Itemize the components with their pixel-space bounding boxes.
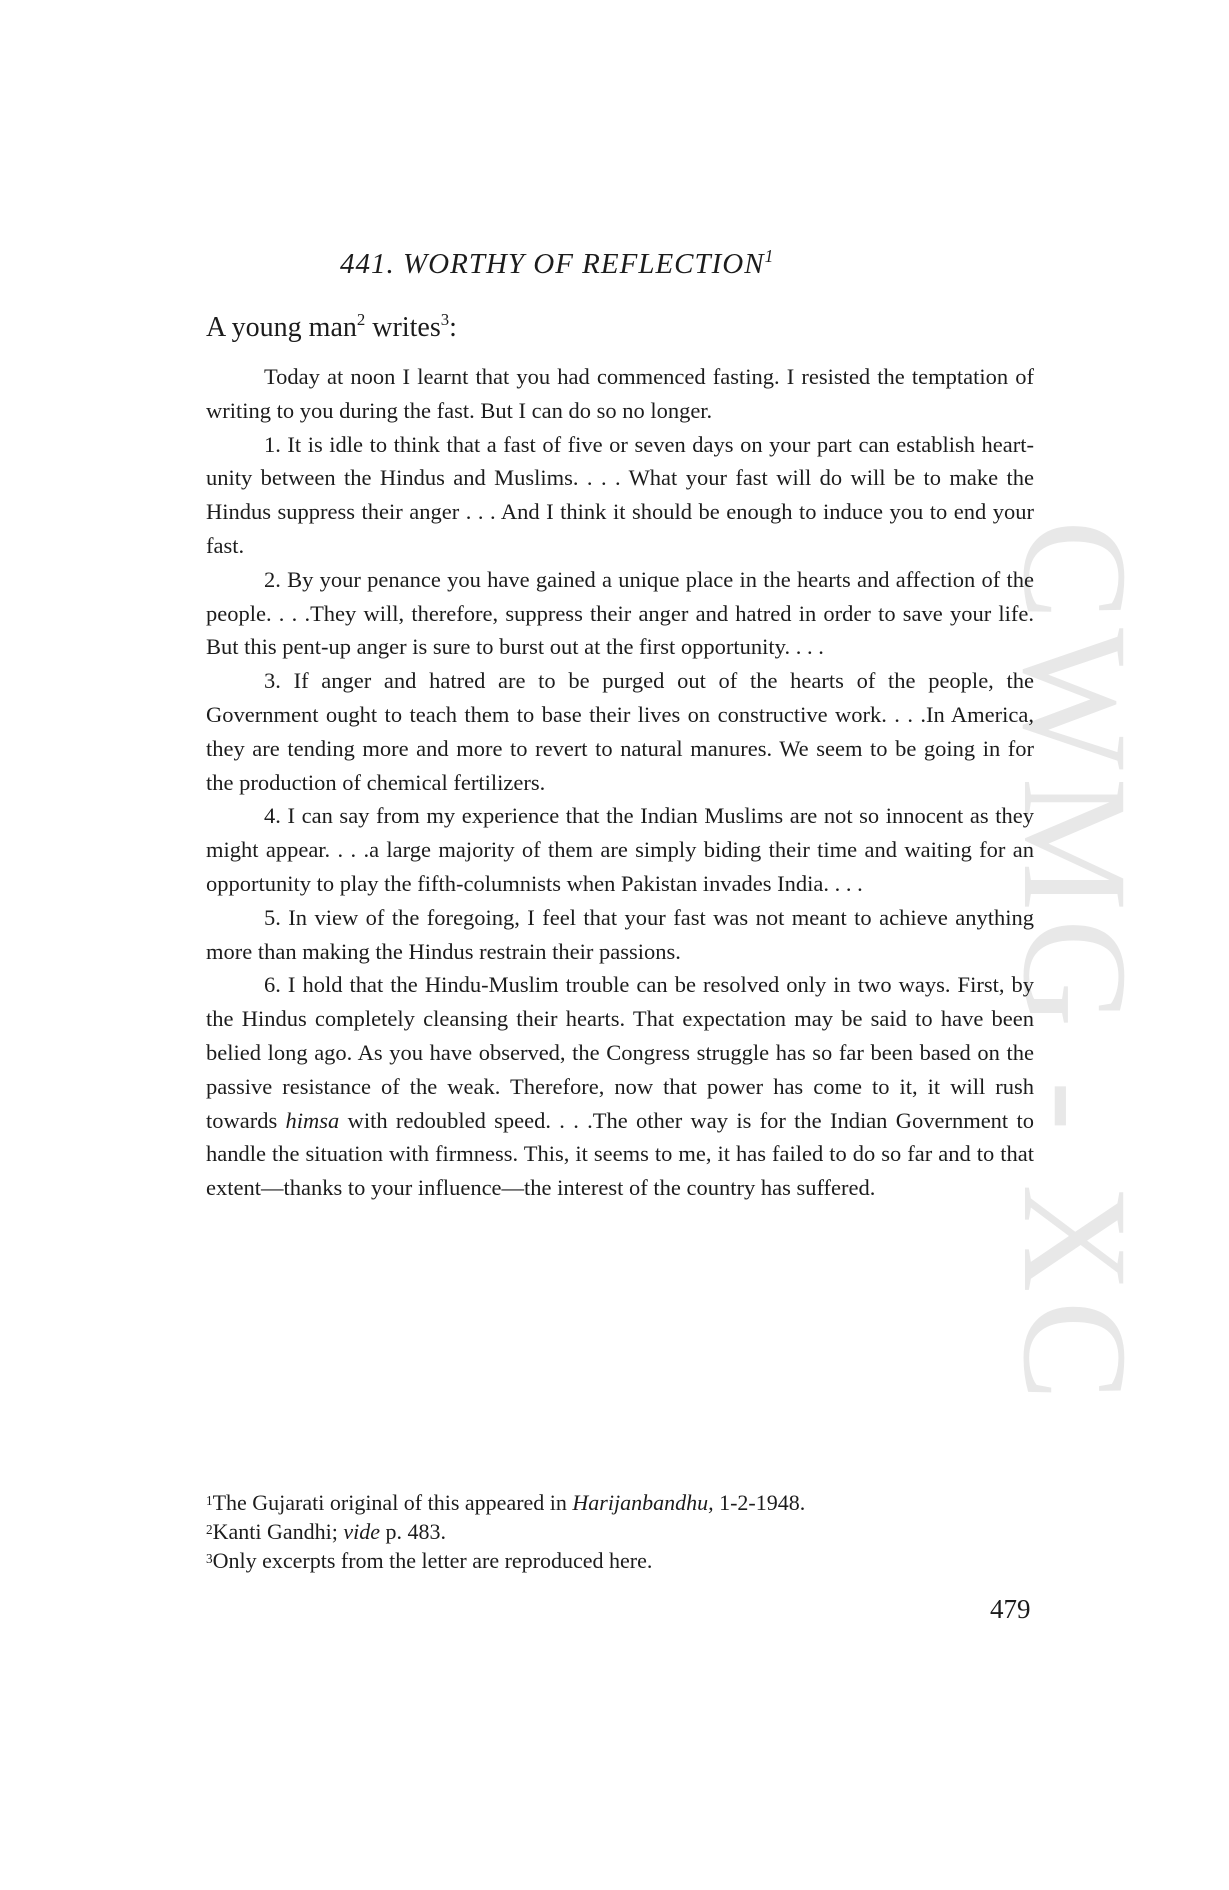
letter-paragraph-6 [206,968,1034,1205]
footnote-3 [206,1546,1034,1575]
footnote-number: 3 [206,1551,213,1566]
footnote-after: p. 483. [380,1519,447,1544]
letter-paragraph-opening: Today at noon I learnt that you had commenced fasting. I resisted the temptation of writing to you during the fast. But I can do so no longer. [206,364,1034,423]
footnote-ref-1: 1 [764,246,775,266]
intro-text-a: A young man [206,312,357,343]
letter-paragraph-5: 5. In view of the foregoing, I feel that your fast was not meant to achieve anything more than making the Hindus restrain their passions. [206,904,1034,964]
watermark: CWMG - XC [992,520,1158,1409]
letter-paragraph-2: 2. By your penance you have gained a unique place in the hearts and affection of the people. . . .They will, therefore, suppress their anger and hatred in order to save your life. But this pent-up anger is sure to burst out at the first opportunity. . . . [206,566,1034,660]
letter-paragraph-4: 4. I can say from my experience that the Indian Muslims are not so innocent as they might appear. . . .a large majority of them are simply biding their time and waiting for an opportunity to play the fifth-columnists when Pakistan invades India. . . . [206,803,1034,896]
footnote-2 [206,1517,1034,1546]
article-intro [206,312,457,344]
footnote-1 [206,1488,1034,1517]
footnote-text: Only excerpts from the letter are reproduced here. [212,1548,653,1573]
article-title-text: 441. WORTHY OF REFLECTION [340,248,765,280]
article-title [340,248,774,281]
footnote-ref-3: 3 [440,310,450,329]
footnote-text: The Gujarati original of this appeared in [212,1490,573,1515]
footnotes [206,1488,1034,1575]
para6-after: with redoubled speed. . . .The other way is for the Indian Government to handle the situation with firmness. This, it seems to me, it has failed to do so far and to that extent—thanks to your influence—the interest of the country has suffered. [206,1107,1034,1201]
para6-before: 6. I hold that the Hindu-Muslim trouble can be resolved only in two ways. First, by the Hindus completely cleansing their hearts. That expectation may be said to have been belied long ago. As you have observed, the Congress struggle has so far been based on the passive resistance of the weak. Therefore, now that power has come to it, it will rush towards [206,972,1034,1133]
letter-excerpt [206,360,1034,1205]
footnote-number: 1 [206,1493,213,1508]
footnote-italic: vide [343,1519,381,1544]
letter-paragraph-3: 3. If anger and hatred are to be purged out of the hearts of the people, the Government ought to teach them to base their lives on constructive work. . . .In America, they are tending more and more to revert to natural manures. We seem to be going in for the production of chemical fertilizers. [206,668,1034,795]
footnote-italic: Harijanbandhu, [572,1490,714,1515]
letter-paragraph-1: 1. It is idle to think that a fast of five or seven days on your part can establish heart-unity between the Hindus and Muslims. . . . What your fast will do will be to make the Hindus suppress their anger . . . And I think it should be enough to induce you to end your fast. [206,431,1034,558]
intro-text-b: writes [365,312,441,343]
footnote-ref-2: 2 [356,310,366,329]
intro-text-c: : [449,312,457,343]
footnote-text: Kanti Gandhi; [212,1519,344,1544]
page-number: 479 [990,1594,1031,1624]
footnote-number: 2 [206,1522,213,1537]
para6-italic: himsa [285,1107,340,1133]
footnote-after: 1-2-1948. [713,1490,806,1515]
